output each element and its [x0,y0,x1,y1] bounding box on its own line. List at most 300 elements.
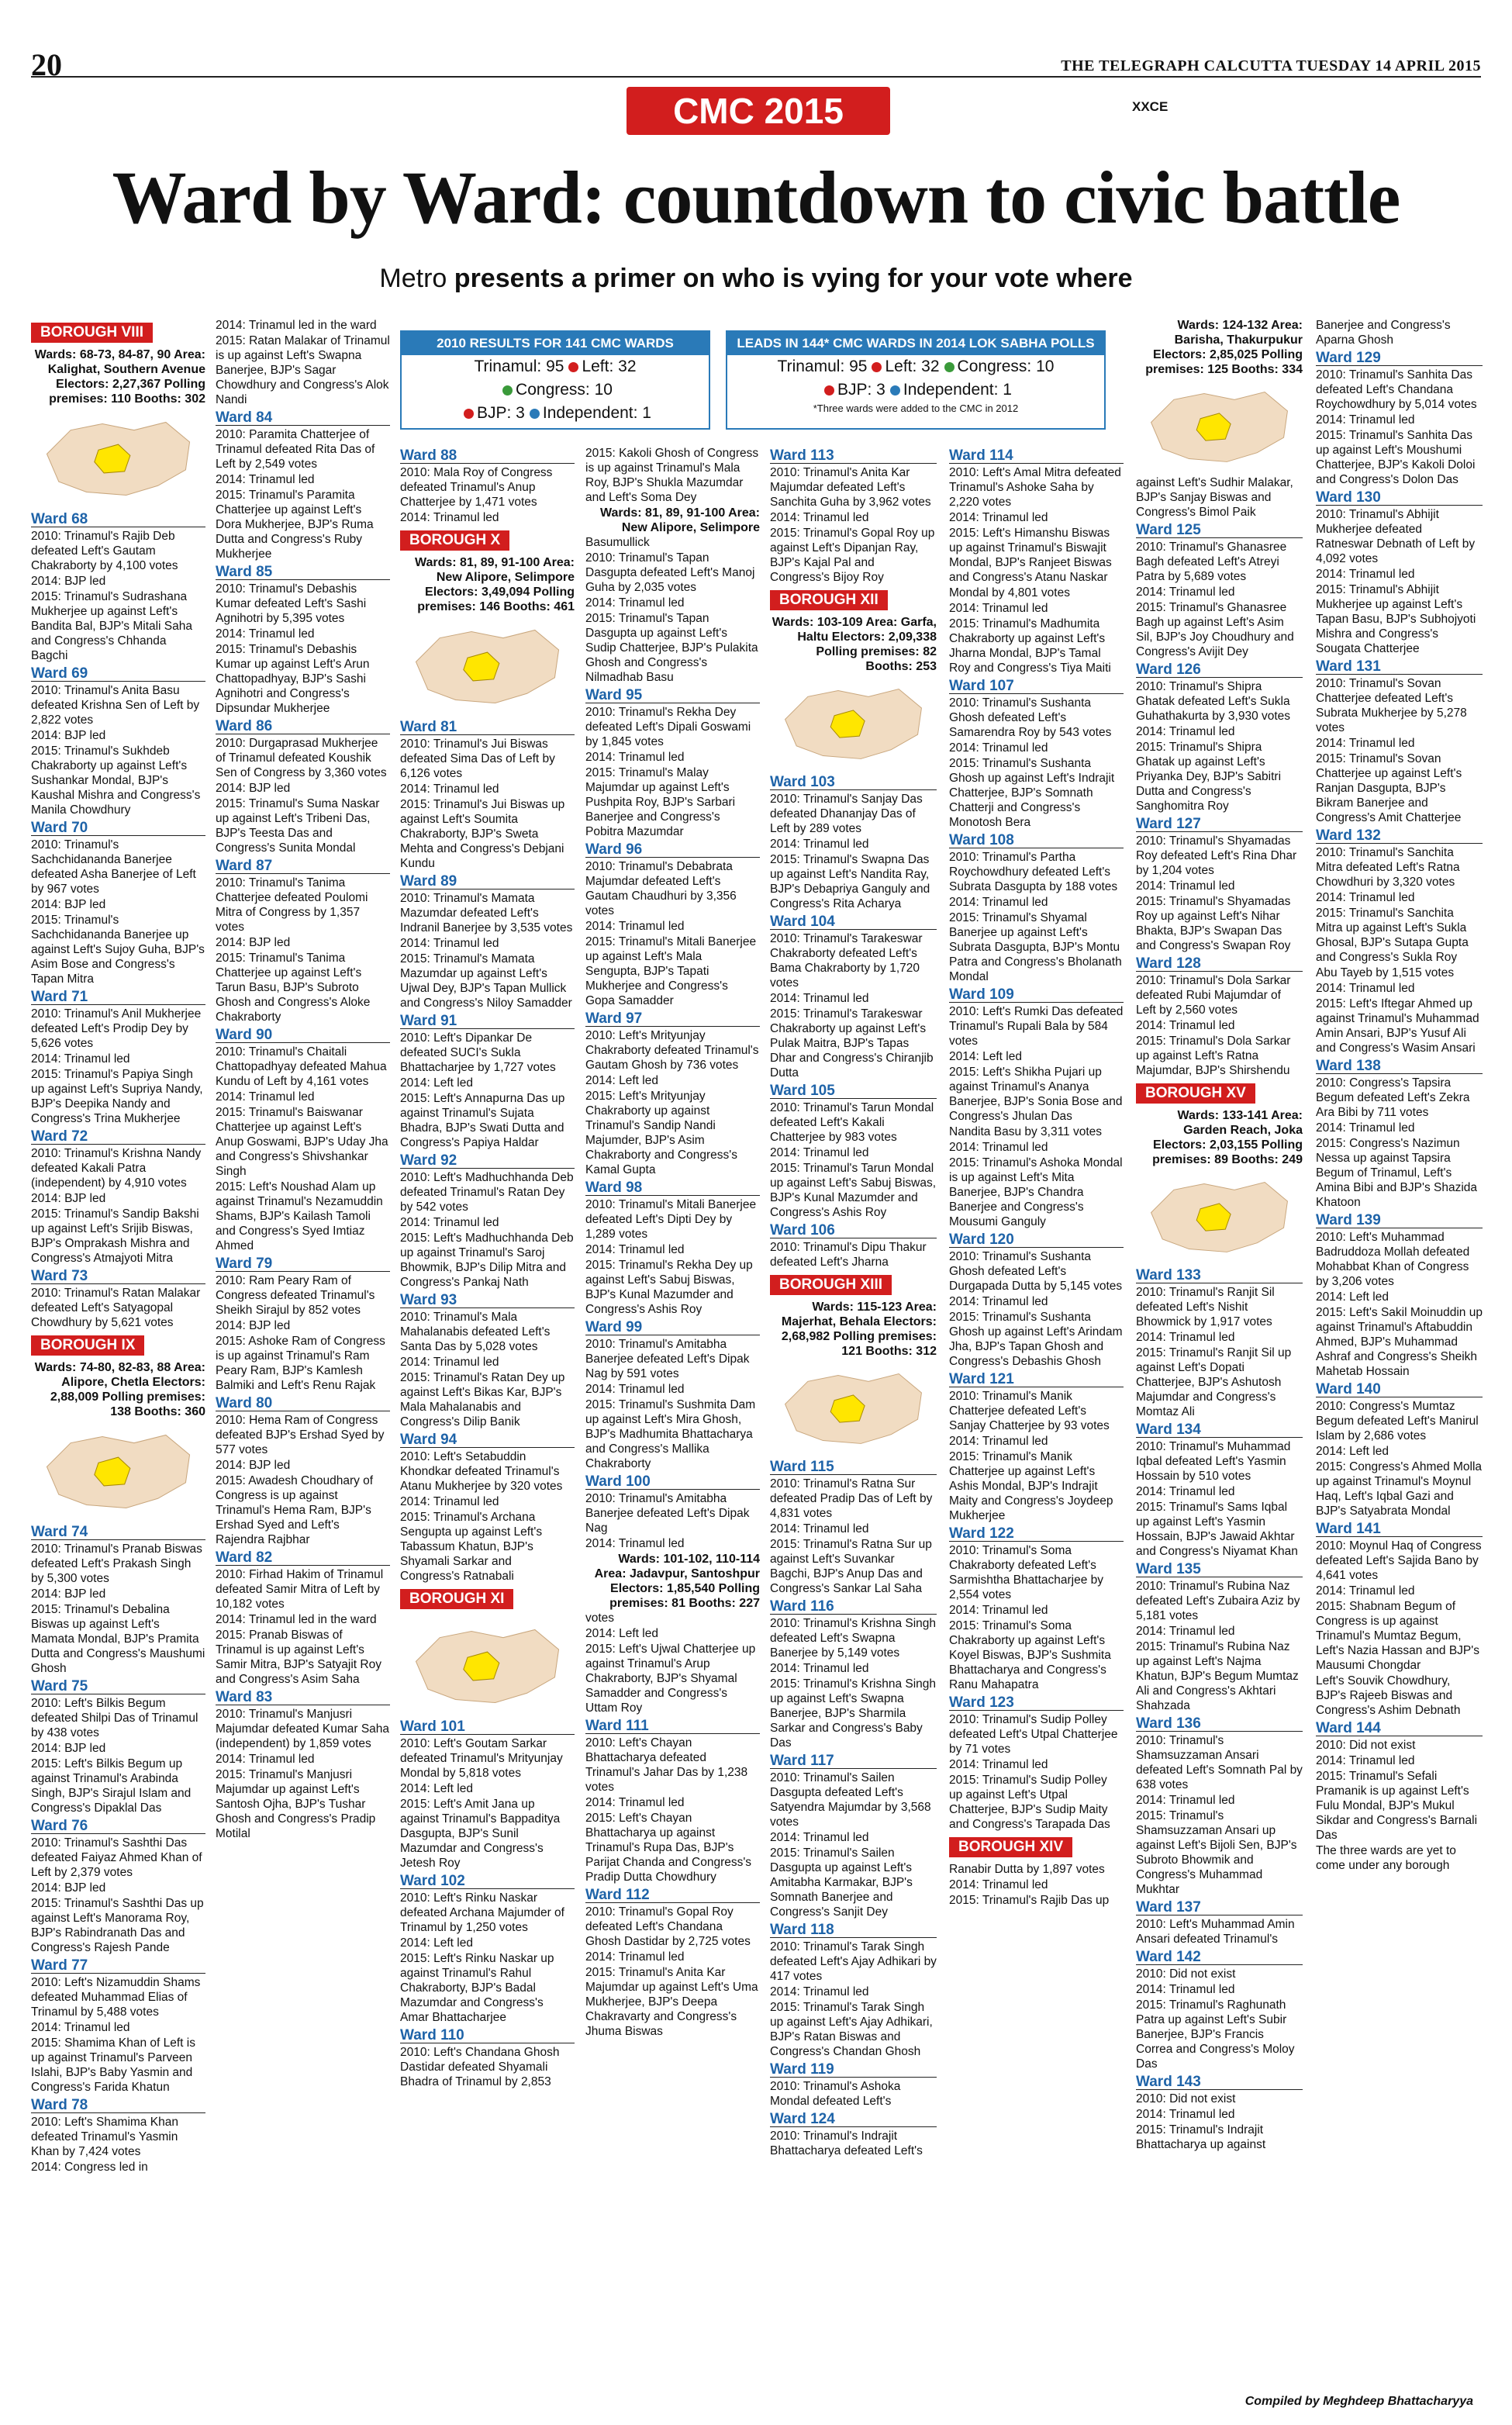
ward-detail: 2014: BJP led [31,1741,106,1755]
ward-detail: 2010: Trinamul's Partha Roychowdhury defeated Left's Subrata Dasgupta by 188 votes [949,851,1118,893]
ward-detail: 2014: Trinamul led [400,1494,499,1508]
ward-detail: 2010: Left's Muhammad Badruddoza Mollah defeated Mohabbat Khan of Congress by 3,206 votes [1316,1231,1470,1288]
column-3 [400,446,575,2090]
ward-heading: Ward 117 [770,1751,937,1769]
ward-detail: 2014: Trinamul led [949,896,1048,909]
ward-detail: 2015: Congress's Nazimun Nessa up against Tapsira Begum of Trinamul, Left's Amina Bibi and BJP's Shazida Khatoon [1316,1137,1478,1209]
ward-detail: Ranabir Dutta by 1,897 votes [949,1863,1105,1876]
ward-heading: Ward 77 [31,1956,205,1974]
ward-detail: 2014: BJP led [31,897,106,911]
ward-detail: 2015: Pranab Biswas of Trinamul is up against Left's Samir Mitra, BJP's Satyajit Roy and Congress's Asim Saha [216,1629,381,1686]
ward-heading: Ward 136 [1136,1714,1303,1732]
borough-map-icon [400,614,575,717]
ward-detail: 2014: Trinamul led [770,1146,869,1160]
ward-heading: Ward 75 [31,1677,205,1694]
bjp-dot-icon [824,385,834,396]
ward-detail: 2014: Trinamul led [770,992,869,1006]
ward-heading: Ward 93 [400,1290,575,1308]
ward-detail: 2014: Trinamul led [949,511,1048,524]
ward-heading: Ward 108 [949,831,1124,848]
ward-detail: 2014: Trinamul led [31,2020,130,2034]
ward-detail: 2014: Trinamul led [949,1604,1048,1617]
ward-detail: 2015: Trinamul's Mamata Mazumdar up against Left's Ujwal Dey, BJP's Tapan Mullick and Congress's Niloy Samadder [400,952,572,1010]
ward-detail: 2015: Trinamul's Rekha Dey up against Left's Sabuj Biswas, BJP's Kunal Mazumder and Congress's Ashis Roy [585,1259,753,1316]
ward-detail: 2010: Trinamul's Anita Basu defeated Krishna Sen of Left by 2,822 votes [31,683,200,727]
ward-detail: 2010: Left's Dipankar De defeated SUCI's Sukla Bhattacharjee by 1,727 votes [400,1031,556,1074]
ward-detail: 2015: Ashoke Ram of Congress is up against Trinamul's Ram Peary Ram, BJP's Kamlesh Balmiki and Left's Renu Rajak [216,1335,385,1392]
ward-detail: 2014: Trinamul led [1316,1584,1415,1598]
ward-detail: 2015: Trinamul's Shipra Ghatak up against Left's Priyanka Dey, BJP's Sabitri Dutta and Congress's Sanghomitra Roy [1136,741,1282,814]
ward-heading: Ward 135 [1136,1560,1303,1577]
ward-detail: 2010: Trinamul's Manjusri Majumdar defeated Kumar Saha (independent) by 1,859 votes [216,1708,390,1750]
ward-heading: Ward 122 [949,1524,1124,1542]
ward-detail: 2014: Trinamul led [585,920,685,933]
ward-detail: 2015: Trinamul's Sovan Chatterjee up against Left's Ranjan Dasgupta, BJP's Bikram Banerjee and Congress's Amit Chatterjee [1316,752,1462,824]
ward-detail: 2014: Trinamul led [1136,1794,1235,1808]
ward-detail: 2010: Trinamul's Anita Kar Majumdar defeated Left's Sanchita Guha by 3,962 votes [770,466,931,509]
ward-detail: 2010: Left's Chandana Ghosh Dastidar defeated Shyamali Bhadra of Trinamul by 2,853 [400,2045,560,2088]
ward-detail: 2015: Trinamul's Sushanta Ghosh up against Left's Indrajit Chatterjee, BJP's Somnath Chatterji and Congress's Monotosh Bera [949,757,1115,829]
ward-detail: 2010: Trinamul's Krishna Nandy defeated Kakali Patra (independent) by 4,910 votes [31,1146,202,1190]
borough-heading: BOROUGH XIV [949,1837,1072,1857]
ward-heading: Ward 124 [770,2109,937,2127]
ward-detail: 2014: BJP led [31,1881,106,1895]
ward-detail: 2014: Left led [585,1074,658,1087]
results-2010-line1 [402,355,709,378]
ward-detail: 2015: Left's Bilkis Begum up against Trinamul's Arabinda Singh, BJP's Sirajul Islam and Congress's Dipaklal Das [31,1757,192,1815]
ward-detail: 2015: Left's Mrityunjay Chakraborty up against Trinamul's Sandip Nandi Majumder, BJP's Asim Chakraborty and Congress's Kamal Gupta [585,1090,737,1176]
ward-detail: 2010: Trinamul's Debabrata Majumdar defeated Left's Gautam Chaudhuri by 3,356 votes [585,860,737,917]
ward-detail: 2014: BJP led [31,1191,106,1205]
borough-map-icon [31,406,205,510]
ward-detail: 2010: Left's Amal Mitra defeated Trinamul's Ashoke Saha by 2,220 votes [949,466,1121,509]
ward-detail: 2010: Trinamul's Amitabha Banerjee defeated Left's Dipak Nag by 591 votes [585,1338,750,1380]
ward-heading: Ward 143 [1136,2072,1303,2090]
ward-detail: 2010: Trinamul's Sanhita Das defeated Left's Chandana Roychowdhury by 5,014 votes [1316,368,1477,411]
ward-detail: 2015: Trinamul's Soma Chakraborty up against Left's Koyel Biswas, BJP's Sushmita Bhattacharya and Congress's Ranu Mahapatra [949,1619,1111,1691]
ward-detail: 2015: Trinamul's Tarak Singh up against Left's Ajay Adhikari, BJP's Ratan Biswas and Congress's Chandan Ghosh [770,2001,933,2059]
ward-detail: 2015: Trinamul's Anita Kar Majumdar up against Left's Uma Mukherjee, BJP's Deepa Chakravarty and Congress's Jhuma Biswas [585,1966,758,2038]
ward-detail: 2015: Trinamul's Tarakeswar Chakraborty up against Left's Pulak Maitra, BJP's Tapas Dhar and Congress's Chiranjib Dutta [770,1007,934,1080]
ward-heading: Ward 126 [1136,660,1303,678]
ward-heading: Ward 131 [1316,657,1483,675]
ward-heading: Ward 114 [949,446,1124,464]
ward-heading: Ward 138 [1316,1056,1483,1074]
ward-detail: 2015: Left's Annapurna Das up against Trinamul's Sujata Bhadra, BJP's Swati Dutta and Congress's Papiya Haldar [400,1091,565,1149]
column-5 [770,446,937,2159]
ward-heading: Ward 116 [770,1597,937,1615]
ward-heading: Ward 91 [400,1011,575,1029]
ward-detail: 2010: Left's Goutam Sarkar defeated Trinamul's Mrityunjay Mondal by 5,818 votes [400,1736,563,1780]
ward-detail: 2014: BJP led [216,782,291,795]
ward-detail: 2014: Trinamul led [1136,2108,1235,2122]
ward-detail: 2015: Trinamul's Tarun Mondal up against Left's Sabuj Biswas, BJP's Kunal Mazumder and Congress's Ashis Roy [770,1162,937,1220]
ward-heading: Ward 105 [770,1081,937,1099]
ward-detail: 2010: Congress's Mumtaz Begum defeated Left's Manirul Islam by 2,686 votes [1316,1400,1479,1442]
ward-detail: 2015: Trinamul's Abhijit Mukherjee up against Left's Tapan Basu, BJP's Subhojyoti Mishra and Congress's Sougata Chatterjee [1316,583,1476,655]
leads-2014-box [726,330,1106,430]
ward-heading: Ward 140 [1316,1380,1483,1397]
ward-detail: 2010: Trinamul's Mitali Banerjee defeated Left's Dipti Dey by 1,289 votes [585,1198,757,1241]
ward-detail: 2015: Trinamul's Sushanta Ghosh up against Left's Arindam Jha, BJP's Tapan Ghosh and Congress's Debashis Ghosh [949,1311,1123,1368]
masthead: THE TELEGRAPH CALCUTTA TUESDAY 14 APRIL 2015 [1061,57,1481,74]
ward-heading: Ward 103 [770,772,937,790]
ward-detail: 2014: Left led [1316,1290,1389,1304]
ward-detail: 2014: Left led [585,1627,658,1640]
borough-heading: BOROUGH VIII [31,323,153,343]
ward-detail: 2014: Trinamul led [585,596,685,610]
ward-detail: 2015: Trinamul's Krishna Singh up against Left's Swapna Banerjee, BJP's Sharmila Sarkar and Congress's Baby Das [770,1677,937,1750]
ward-detail: 2015: Trinamul's Tapan Dasgupta up against Left's Sudip Chatterjee, BJP's Pulakita Ghosh and Congress's Nilmadhab Basu [585,612,758,684]
ward-detail: 2015: Trinamul's Shyamadas Roy up against Left's Nihar Bhakta, BJP's Swapan Das and Congress's Swapan Roy [1136,895,1291,953]
ward-detail: The three wards are yet to come under any borough [1316,1844,1456,1872]
ward-heading: Ward 106 [770,1221,937,1238]
ward-heading: Ward 109 [949,985,1124,1003]
borough-info: Wards: 124-132 Area: Barisha, Thakurpukur Electors: 2,85,025 Polling premises: 125 Booths: 334 [1145,319,1303,376]
ward-detail: 2014: Trinamul led [770,1831,869,1845]
ward-detail: 2014: BJP led [31,574,106,588]
ward-detail: 2014: Left led [949,1050,1022,1063]
ward-detail: 2015: Trinamul's Ratna Sur up against Left's Suvankar Bagchi, BJP's Anup Das and Congress's Sankar Lal Saha [770,1538,932,1596]
credit-line: Compiled by Meghdeep Bhattacharyya [1244,2395,1473,2408]
ward-detail: 2010: Paramita Chatterjee of Trinamul defeated Rita Das of Left by 2,549 votes [216,428,375,471]
ward-detail: 2015: Trinamul's Archana Sengupta up against Left's Tabassum Khatun, BJP's Shyamali Sarkar and Congress's Ratnabali [400,1510,543,1583]
ward-detail: 2010: Left's Bilkis Begum defeated Shilpi Das of Trinamul by 438 votes [31,1696,198,1739]
ward-detail: 2014: Trinamul led [31,1052,130,1066]
ward-detail: 2015: Trinamul's Rajib Das up [949,1894,1110,1907]
ward-detail: 2014: Trinamul led [585,751,685,764]
independent-dot-icon [890,385,900,396]
ward-detail: 2014: Trinamul led [1136,879,1235,893]
ward-heading: Ward 69 [31,664,205,682]
ward-detail: 2015: Trinamul's Rubina Naz up against Left's Najma Khatun, BJP's Begum Mumtaz Ali and Congress's Akhtari Shahzada [1136,1640,1299,1713]
ward-detail: 2010: Trinamul's Rubina Naz defeated Left's Zubaira Aziz by 5,181 votes [1136,1580,1300,1623]
leads-2014-line1 [727,355,1104,378]
ward-detail: Basumullick [585,536,650,549]
ward-detail: 2015: Trinamul's Indrajit Bhattacharya up against [1136,2123,1266,2152]
ward-detail: 2014: Trinamul led [1136,1019,1235,1033]
ward-detail: 2015: Trinamul's Suma Naskar up against Left's Tribeni Das, BJP's Teesta Das and Congress's Sunita Mondal [216,797,380,855]
ward-detail: 2010: Durgaprasad Mukherjee of Trinamul defeated Koushik Sen of Congress by 3,360 votes [216,737,387,779]
borough-info: Wards: 101-102, 110-114 Area: Jadavpur, Santoshpur Electors: 1,85,540 Polling premises: 81 Booths: 227 [594,1553,760,1610]
ward-heading: Ward 100 [585,1472,760,1490]
borough-map-icon [770,1359,937,1457]
ward-detail: 2015: Trinamul's Debashis Kumar up against Left's Arun Chattopadhyay, BJP's Sashi Agnihotri and Congress's Dipsundar Mukherjee [216,643,370,715]
ward-detail: 2014: Trinamul led [1316,1754,1415,1767]
borough-info: Wards: 74-80, 82-83, 88 Area: Alipore, Chetla Electors: 2,88,009 Polling premises: 138 Booths: 360 [34,1360,205,1418]
ward-detail: 2014: Trinamul led [949,741,1048,755]
results-2010-title: 2010 RESULTS FOR 141 CMC WARDS [402,332,709,355]
ward-detail: 2010: Trinamul's Dipu Thakur defeated Left's Jharna [770,1241,927,1269]
ward-detail: 2014: BJP led [31,728,106,742]
column-6 [949,446,1124,1909]
ward-detail: 2010: Trinamul's Chaitali Chattopadhyay defeated Mahua Kundu of Left by 4,161 votes [216,1045,387,1088]
leads-2014-title: LEADS IN 144* CMC WARDS IN 2014 LOK SABHA POLLS [727,332,1104,355]
ward-heading: Ward 80 [216,1394,390,1411]
ward-detail: 2010: Trinamul's Tanima Chatterjee defeated Poulomi Mitra of Congress by 1,357 votes [216,876,368,934]
ward-heading: Ward 81 [400,717,575,735]
left-dot-icon [872,362,882,372]
ward-detail: 2010: Mala Roy of Congress defeated Trinamul's Anup Chatterjee by 1,471 votes [400,466,553,509]
ward-detail: 2015: Left's Iftegar Ahmed up against Trinamul's Muhammad Amin Ansari, BJP's Yusuf Ali and Congress's Wasim Ansari [1316,997,1479,1055]
borough-heading: BOROUGH XI [400,1589,513,1609]
ward-detail: 2010: Trinamul's Soma Chakraborty defeated Left's Sarmishtha Bhattacharjee by 2,554 votes [949,1544,1104,1601]
ward-detail: 2014: Trinamul led [949,602,1048,615]
ward-heading: Ward 74 [31,1522,205,1540]
borough-info: Wards: 115-123 Area: Majerhat, Behala Electors: 2,68,982 Polling premises: 121 Booths: 312 [781,1301,937,1359]
ward-detail: 2015: Trinamul's Sudip Polley up against Left's Utpal Chatterjee, BJP's Sudip Maity and Congress's Tarapada Das [949,1774,1110,1831]
ward-detail: 2010: Left's Madhuchhanda Deb defeated Trinamul's Ratan Dey by 542 votes [400,1170,574,1214]
results-2010-box [400,330,710,430]
headline: Ward by Ward: countdown to civic battle [112,156,1400,239]
ward-detail: 2014: BJP led [216,1319,291,1332]
tmc-count: Trinamul: 95 [474,358,564,375]
ward-detail: 2010: Trinamul's Sushanta Ghosh defeated Left's Durgapada Dutta by 5,145 votes [949,1250,1123,1293]
ward-heading: Ward 112 [585,1885,760,1903]
ward-detail: 2010: Trinamul's Shamsuzzaman Ansari defeated Left's Somnath Pal by 638 votes [1136,1734,1303,1792]
ward-detail: 2015: Trinamul's Debalina Biswas up against Left's Mamata Mondal, BJP's Pramita Dutta and Congress's Maushumi Ghosh [31,1602,205,1675]
leads-2014-line2 [727,378,1104,402]
ward-detail: 2010: Trinamul's Sanjay Das defeated Dhananjay Das of Left by 289 votes [770,793,923,836]
borough-heading: BOROUGH IX [31,1335,144,1356]
ward-detail: 2015: Trinamul's Ratan Dey up against Left's Bikas Kar, BJP's Mala Mahalanabis and Congress's Dilip Banik [400,1370,565,1428]
ward-heading: Ward 84 [216,408,390,426]
ward-detail: 2010: Trinamul's Amitabha Banerjee defeated Left's Dipak Nag [585,1492,750,1535]
ward-detail: 2010: Trinamul's Pranab Biswas defeated Left's Prakash Singh by 5,300 votes [31,1542,202,1585]
ward-detail: 2010: Trinamul's Ghanasree Bagh defeated Left's Atreyi Patra by 5,689 votes [1136,541,1287,584]
ward-detail: 2014: Trinamul led [770,838,869,852]
ward-detail: 2014: Trinamul led [1316,1121,1415,1135]
ward-detail: 2014: Trinamul led [1136,1625,1235,1639]
ward-detail: 2014: Trinamul led [1136,1485,1235,1499]
ward-detail: 2010: Trinamul's Mala Mahalanabis defeated Left's Santa Das by 5,028 votes [400,1310,551,1353]
ward-detail: 2014: Trinamul led [216,1753,315,1766]
ward-detail: 2014: BJP led [216,936,291,949]
ward-detail: 2010: Trinamul's Ratna Sur defeated Pradip Das of Left by 4,831 votes [770,1477,933,1521]
ward-detail: 2014: Trinamul led [949,1141,1048,1154]
borough-heading: BOROUGH X [400,530,509,551]
ward-heading: Ward 139 [1316,1211,1483,1228]
ward-heading: Ward 102 [400,1871,575,1889]
ward-heading: Ward 127 [1136,814,1303,832]
column-7 [1136,318,1303,2153]
borough-map-icon [770,674,937,772]
ward-heading: Ward 141 [1316,1519,1483,1537]
ward-detail: 2010: Trinamul's Tarak Singh defeated Left's Ajay Adhikari by 417 votes [770,1940,937,1984]
ward-heading: Ward 79 [216,1254,390,1272]
ward-detail: 2010: Hema Ram of Congress defeated BJP's Ershad Syed by 577 votes [216,1414,385,1456]
ward-detail: 2015: Left's Sakil Moinuddin up against Trinamul's Aftabuddin Ahmed, BJP's Muhammad Ashraf and Congress's Sheikh Mahetab Hossain [1316,1306,1483,1378]
ward-detail: 2014: Trinamul led [585,1537,685,1550]
borough-info: Wards: 81, 89, 91-100 Area: New Alipore, Selimpore [599,506,760,534]
ward-detail: 2014: Trinamul led [1316,737,1415,750]
ward-heading: Ward 95 [585,686,760,703]
ward-detail: 2010: Trinamul's Sailen Dasgupta defeated Left's Satyendra Majumdar by 3,568 votes [770,1771,931,1829]
page-number: 20 [31,47,62,82]
ward-heading: Ward 87 [216,856,390,874]
ward-detail: 2010: Left's Chayan Bhattacharya defeated Trinamul's Jahar Das by 1,238 votes [585,1736,748,1794]
ward-detail: 2014: Trinamul led [949,1878,1048,1891]
ward-heading: Ward 72 [31,1127,205,1145]
ward-detail: 2014: Trinamul led [216,627,315,641]
ward-detail: 2014: Trinamul led [949,1295,1048,1308]
ward-heading: Ward 71 [31,987,205,1005]
ward-detail: votes [585,1611,615,1625]
edition-code: XXCE [1132,99,1169,114]
ward-heading: Ward 107 [949,676,1124,694]
ward-detail: 2014: Trinamul led [400,936,499,950]
ward-detail: 2015: Kakoli Ghosh of Congress is up against Trinamul's Mala Roy, BJP's Shukla Mazumdar and Left's Soma Dey [585,447,759,504]
standfirst-lead: Metro [379,264,447,293]
ward-detail: Nandita Basu by 3,311 votes [949,1125,1103,1138]
ward-detail: 2010: Trinamul's Tapan Dasgupta defeated Left's Manoj Guha by 2,035 votes [585,551,755,594]
ward-detail: 2014: Trinamul led [400,511,499,524]
ward-detail: 2010: Trinamul's Jui Biswas defeated Sima Das of Left by 6,126 votes [400,737,555,780]
left-count: Left: 32 [582,358,637,375]
ward-detail: 2014: Trinamul led [1136,586,1235,599]
borough-map-icon [31,1419,205,1522]
ward-detail: 2014: Trinamul led [1136,725,1235,739]
ward-heading: Ward 132 [1316,826,1483,844]
ward-detail: 2015: Trinamul's Malay Majumdar up against Left's Pushpita Roy, BJP's Sarbari Banerjee and Congress's Pobitra Mazumdar [585,766,736,838]
standfirst [31,264,1481,294]
ward-detail: 2014: Left led [400,1781,473,1795]
ward-detail: 2015: Shamima Khan of Left is up against Trinamul's Parveen Islahi, BJP's Baby Yasmin and Congress's Farida Khatun [31,2036,195,2094]
ward-detail: 2010: Did not exist [1136,1967,1236,1981]
ward-detail: 2010: Trinamul's Abhijit Mukherjee defeated Ratneswar Debnath of Left by 4,092 votes [1316,508,1476,565]
ward-detail: 2015: Trinamul's Sushmita Dam up against Left's Mira Ghosh, BJP's Madhumita Bhattacharya and Congress's Mallika Chakraborty [585,1398,756,1470]
ward-detail: 2010: Trinamul's Tarakeswar Chakraborty defeated Left's Bama Chakraborty by 1,720 votes [770,932,923,990]
borough-info: Wards: 68-73, 84-87, 90 Area: Kalighat, Southern Avenue Electors: 2,27,367 Polling premises: 110 Booths: 302 [34,348,205,406]
ward-detail: 2014: Left led [400,1936,473,1950]
ward-heading: Ward 99 [585,1318,760,1335]
ward-heading: Ward 92 [400,1151,575,1169]
ward-detail: 2015: Left's Noushad Alam up against Trinamul's Nezamuddin Shams, BJP's Kailash Tamoli and Congress's Syed Imtiaz Ahmed [216,1180,383,1252]
ward-detail: 2010: Trinamul's Muhammad Iqbal defeated Left's Yasmin Hossain by 510 votes [1136,1440,1291,1484]
ward-detail: 2010: Trinamul's Manik Chatterjee defeated Left's Sanjay Chatterjee by 93 votes [949,1390,1110,1432]
ward-detail: 2014: Trinamul led [770,511,869,524]
ward-detail: 2010: Trinamul's Sachchidananda Banerjee defeated Asha Banerjee of Left by 967 votes [31,838,196,896]
ward-detail: 2015: Trinamul's Madhumita Chakraborty up against Left's Jharna Mondal, BJP's Tamal Roy and Congress's Tiya Maiti [949,617,1111,675]
ward-detail: 2014: Trinamul led [1316,891,1415,904]
ward-detail: 2015: Trinamul's Tanima Chatterjee up against Left's Tarun Basu, BJP's Subroto Ghosh and Congress's Aloke Chakraborty [216,952,371,1024]
column-1 [31,318,205,2175]
ward-detail: 2010: Trinamul's Sushanta Ghosh defeated Left's Samarendra Roy by 543 votes [949,696,1112,739]
ward-detail: 2010: Left's Mrityunjay Chakraborty defeated Trinamul's Gautam Ghosh by 736 votes [585,1029,759,1072]
column-8 [1316,318,1483,1874]
ward-detail: 2015: Trinamul's Sailen Dasgupta up against Left's Amitabha Karmakar, BJP's Somnath Banerjee and Congress's Sanjit Dey [770,1846,913,1919]
congress-dot-icon [502,385,513,396]
ward-detail: Mondal by 4,801 votes [949,586,1070,599]
ward-heading: Ward 89 [400,872,575,890]
ward-detail: 2014: Trinamul led [216,473,315,486]
ward-detail: 2015: Trinamul's Sashthi Das up against Left's Manorama Roy, BJP's Rabindranath Das and Congress's Rajesh Pande [31,1896,204,1954]
ward-detail: 2014: Trinamul led [770,1522,869,1536]
ward-heading: Ward 98 [585,1178,760,1196]
ward-detail: 2015: Left's Himanshu Biswas up against Trinamul's Biswajit Mondal, BJP's Ranjeet Biswas and Congress's Atanu Naskar [949,527,1112,584]
ward-detail: 2015: Trinamul's Shyamal Banerjee up against Left's Subrata Dasgupta, BJP's Montu Patra and Congress's Bholanath Mondal [949,911,1122,983]
left-lead-count: Left: 32 [885,358,940,375]
ward-detail: 2015: Trinamul's Gopal Roy up against Left's Dipanjan Ray, BJP's Kajal Pal and Congress's Bijoy Roy [770,527,935,584]
ward-detail: 2010: Congress's Tapsira Begum defeated Left's Zekra Ara Bibi by 711 votes [1316,1076,1470,1119]
ward-heading: Ward 120 [949,1230,1124,1248]
ward-detail: against Left's Sudhir Malakar, BJP's Sanjay Biswas and Congress's Bimol Paik [1136,476,1293,520]
borough-info: Wards: 103-109 Area: Garfa, Haltu Electors: 2,09,338 Polling premises: 82 Booths: 253 [772,616,937,673]
ward-detail: 2015: Trinamul's Manjusri Majumdar up against Left's Santosh Ojha, BJP's Tushar Ghosh and Congress's Pradip Motilal [216,1768,376,1840]
borough-heading: BOROUGH XIII [770,1275,892,1295]
ward-heading: Ward 104 [770,912,937,930]
ward-detail: 2015: Trinamul's Raghunath Patra up against Left's Subir Banerjee, BJP's Francis Correa and Congress's Moloy Das [1136,1998,1295,2071]
ward-detail: 2010: Trinamul's Ranjit Sil defeated Left's Nishit Bhowmick by 1,917 votes [1136,1286,1275,1329]
ward-detail: 2014: Trinamul led in the ward [216,1613,377,1626]
ward-detail: 2010: Trinamul's Dola Sarkar defeated Rubi Majumdar of Left by 2,560 votes [1136,974,1291,1017]
ward-detail: Abu Tayeb by 1,515 votes [1316,966,1455,979]
column-2 [216,318,390,1842]
ward-detail: Left's Souvik Chowdhury, BJP's Rajeeb Biswas and Congress's Ashim Debnath [1316,1674,1461,1717]
ward-detail: 2015: Trinamul's Sudrashana Mukherjee up against Left's Bandita Bal, BJP's Mitali Saha and Congress's Chhanda Bagchi [31,589,193,662]
borough-heading: BOROUGH XII [770,590,888,610]
ward-detail: 2014: Trinamul led [949,1758,1048,1771]
ward-heading: Ward 96 [585,840,760,858]
ward-detail: 2014: Trinamul led [1136,1331,1235,1345]
ward-detail: 2010: Firhad Hakim of Trinamul defeated Samir Mitra of Left by 10,182 votes [216,1568,384,1611]
ward-detail: 2014: Trinamul led [400,1215,499,1229]
ward-detail: 2014: Trinamul led [770,1662,869,1676]
leads-2014-note: *Three wards were added to the CMC in 2012 [813,402,1019,414]
ward-detail: 2010: Did not exist [1136,2092,1236,2106]
ward-heading: Ward 73 [31,1266,205,1284]
ward-detail: 2015: Left's Amit Jana up against Trinamul's Bappaditya Dasgupta, BJP's Sunil Mazumdar and Congress's Jetesh Roy [400,1797,561,1870]
borough-map-icon [1136,1167,1303,1266]
page-header [31,47,1481,82]
ward-heading: Ward 97 [585,1009,760,1027]
ward-heading: Ward 85 [216,562,390,580]
section-kicker: CMC 2015 [627,87,890,135]
ward-detail: Banerjee and Congress's Aparna Ghosh [1316,319,1451,347]
ward-detail: 2015: Left's Rinku Naskar up against Trinamul's Rahul Chakraborty, BJP's Badal Mazumdar and Congress's Amar Bhattacharjee [400,1951,554,2024]
ward-detail: 2015: Left's Shikha Pujari up against Trinamul's Ananya Banerjee, BJP's Sonia Bose and Congress's Jhulan Das [949,1066,1123,1123]
ward-detail: 2015: Congress's Ahmed Molla up against Trinamul's Moynul Haq, Left's Iqbal Gazi and BJP's Satyabrata Mondal [1316,1460,1483,1518]
ward-detail: 2010: Trinamul's Tarun Mondal defeated Left's Kakali Chatterjee by 983 votes [770,1101,934,1145]
ward-detail: 2015: Trinamul's Sams Iqbal up against Left's Yasmin Hossain, BJP's Jawaid Akhtar and Congress's Niyamat Khan [1136,1501,1298,1559]
ward-detail: 2014: Trinamul led [585,1950,685,1964]
ward-detail: 2010: Did not exist [1316,1739,1416,1752]
ward-detail: 2010: Left's Rumki Das defeated Trinamul's Rupali Bala by 584 votes [949,1005,1124,1048]
ward-detail: 2015: Trinamul's Ghanasree Bagh up against Left's Asim Sil, BJP's Joy Choudhury and Congress's Avijit Dey [1136,601,1294,659]
results-2010-line2 [402,378,709,402]
ward-detail: 2014: Trinamul led [1316,568,1415,581]
ward-heading: Ward 113 [770,446,937,464]
borough-info: Wards: 81, 89, 91-100 Area: New Alipore, Selimpore Electors: 3,49,094 Polling premises: 146 Booths: 461 [414,556,575,613]
ward-detail: 2010: Trinamul's Debashis Kumar defeated Left's Sashi Agnihotri by 5,395 votes [216,582,367,625]
ward-detail: 2015: Trinamul's Ashoka Mondal is up against Left's Mita Banerjee, BJP's Chandra Banerjee and Congress's Mousumi Ganguly [949,1156,1123,1228]
left-dot-icon [568,362,578,372]
ward-detail: 2010: Trinamul's Anil Mukherjee defeated Left's Prodip Dey by 5,626 votes [31,1007,202,1050]
ward-detail: 2015: Trinamul's Sanhita Das up against Left's Moushumi Chatterjee, BJP's Kakoli Doloi and Congress's Dolon Das [1316,429,1476,486]
ward-heading: Ward 130 [1316,488,1483,506]
ward-detail: 2015: Trinamul's Sefali Pramanik is up against Left's Fulu Mondal, BJP's Mukul Sikdar and Congress's Barnali Das [1316,1770,1478,1842]
ward-detail: 2010: Trinamul's Ashoka Mondal defeated Left's [770,2080,901,2109]
ward-heading: Ward 115 [770,1457,937,1475]
ward-heading: Ward 68 [31,510,205,527]
ward-heading: Ward 86 [216,717,390,734]
ward-heading: Ward 134 [1136,1420,1303,1438]
ward-heading: Ward 144 [1316,1719,1483,1736]
ward-heading: Ward 70 [31,818,205,836]
ward-detail: 2015: Trinamul's Paramita Chatterjee up against Left's Dora Mukherjee, BJP's Ruma Dutta and Congress's Ruby Mukherjee [216,489,374,561]
ward-detail: 2010: Trinamul's Mamata Mazumdar defeated Left's Indranil Banerjee by 3,535 votes [400,891,573,934]
ward-detail: 2014: Trinamul led [770,1985,869,1999]
